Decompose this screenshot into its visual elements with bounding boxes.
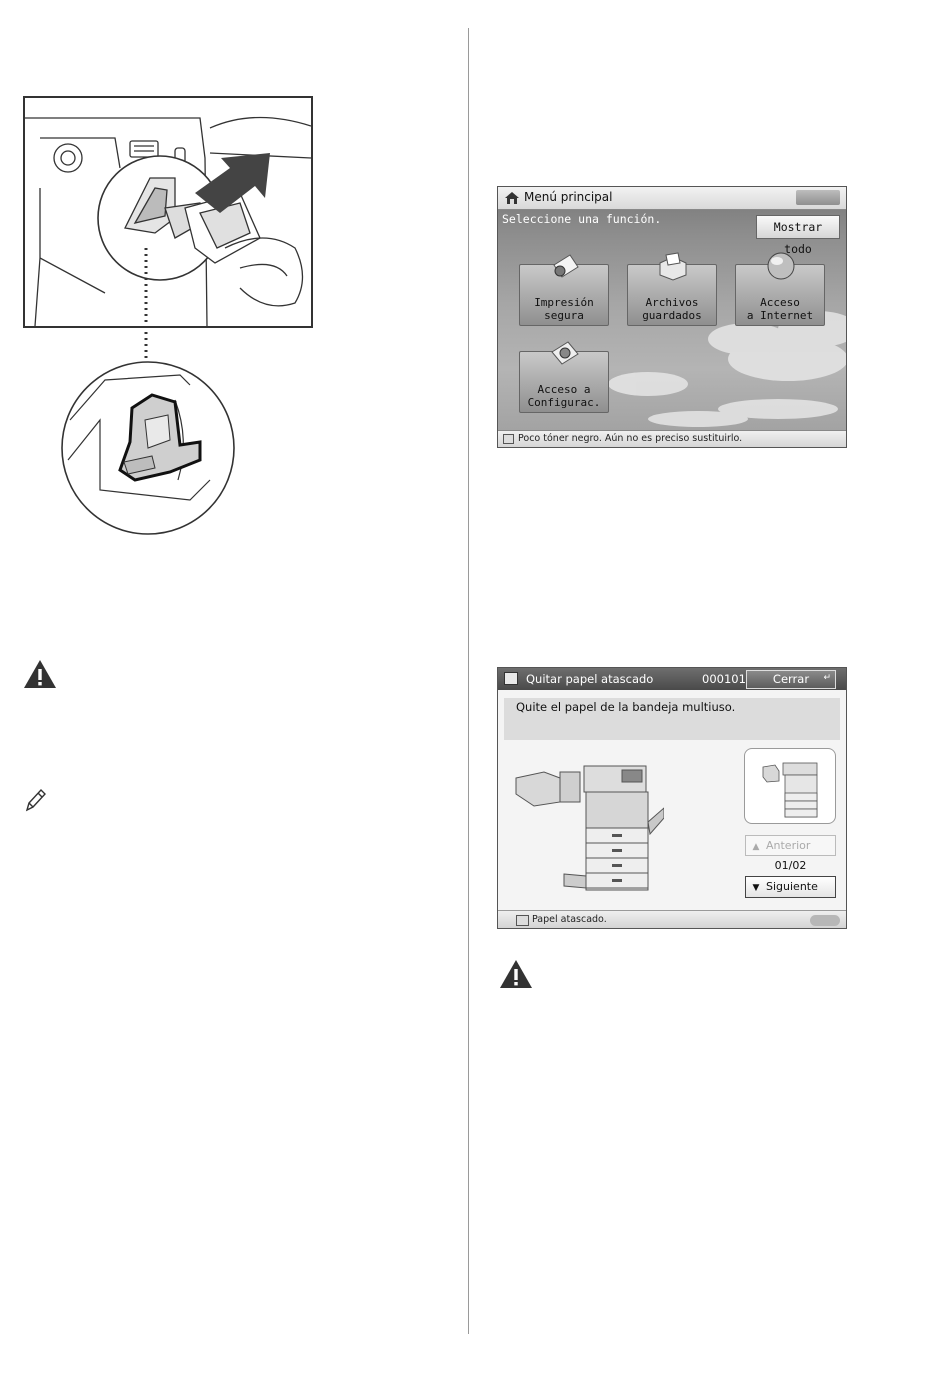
printer-thumbnail-icon: [745, 749, 835, 823]
dotted-connector: [140, 248, 152, 360]
column-divider: [468, 28, 469, 1334]
tile-secure-print[interactable]: [519, 264, 609, 326]
close-button[interactable]: [746, 670, 836, 689]
jam-status-bar: [498, 910, 846, 929]
staple-cartridge-illustration: [23, 96, 313, 328]
caution-icon: [22, 658, 58, 690]
jam-code: 000101: [702, 672, 746, 686]
previous-button[interactable]: [745, 835, 836, 856]
next-button[interactable]: [745, 876, 836, 898]
page-indicator: 01/02: [774, 859, 807, 872]
menu-corner-button[interactable]: [796, 190, 840, 205]
settings-access-icon: [548, 338, 582, 368]
next-button-label: Siguiente: [766, 880, 818, 893]
tile-stored-files[interactable]: [627, 264, 717, 326]
caution-icon: [498, 958, 534, 990]
jam-message: Quite el papel de la bandeja multiuso.: [516, 700, 736, 714]
previous-button-label: Anterior: [766, 839, 811, 852]
machine-thumbnail: [744, 748, 836, 824]
menu-subtitle: Seleccione una función.: [502, 212, 662, 226]
tile-label: Archivos guardados: [642, 296, 702, 322]
status-monitor-button[interactable]: [810, 915, 840, 926]
globe-icon: [764, 251, 798, 281]
jam-title-bar: [498, 668, 846, 690]
down-arrow-icon: ▼: [752, 883, 760, 893]
note-pencil-icon: [24, 787, 48, 813]
return-arrow-icon: ↵: [823, 673, 831, 683]
tile-label: Acceso a Configurac.: [527, 383, 601, 409]
menu-status-bar: [498, 430, 846, 448]
secure-print-icon: [548, 251, 582, 281]
jam-title: Quitar papel atascado: [526, 672, 654, 686]
stored-files-icon: [656, 251, 690, 281]
jam-status-text: Papel atascado.: [532, 914, 607, 925]
tile-label: Impresión segura: [534, 296, 594, 322]
show-all-button[interactable]: Mostrar todo: [756, 215, 840, 239]
printer-diagram: [514, 764, 664, 896]
menu-status-text: Poco tóner negro. Aún no es preciso sustituirlo.: [518, 433, 743, 444]
close-button-label: Cerrar: [772, 672, 810, 686]
up-arrow-icon: ▲: [752, 842, 760, 852]
toner-status-icon[interactable]: [503, 434, 514, 444]
menu-title: Menú principal: [524, 190, 613, 204]
main-menu-screen: [497, 186, 847, 448]
cartridge-detail-zoom: [60, 360, 236, 536]
menu-title-bar: [498, 187, 846, 210]
paper-jam-screen: [497, 667, 847, 929]
tile-internet-access[interactable]: [735, 264, 825, 326]
paper-jam-status-icon[interactable]: [516, 915, 529, 926]
tile-settings-access[interactable]: [519, 351, 609, 413]
tile-label: Acceso a Internet: [746, 296, 814, 322]
paper-jam-icon: [504, 672, 518, 685]
home-menu-icon: [504, 190, 520, 206]
